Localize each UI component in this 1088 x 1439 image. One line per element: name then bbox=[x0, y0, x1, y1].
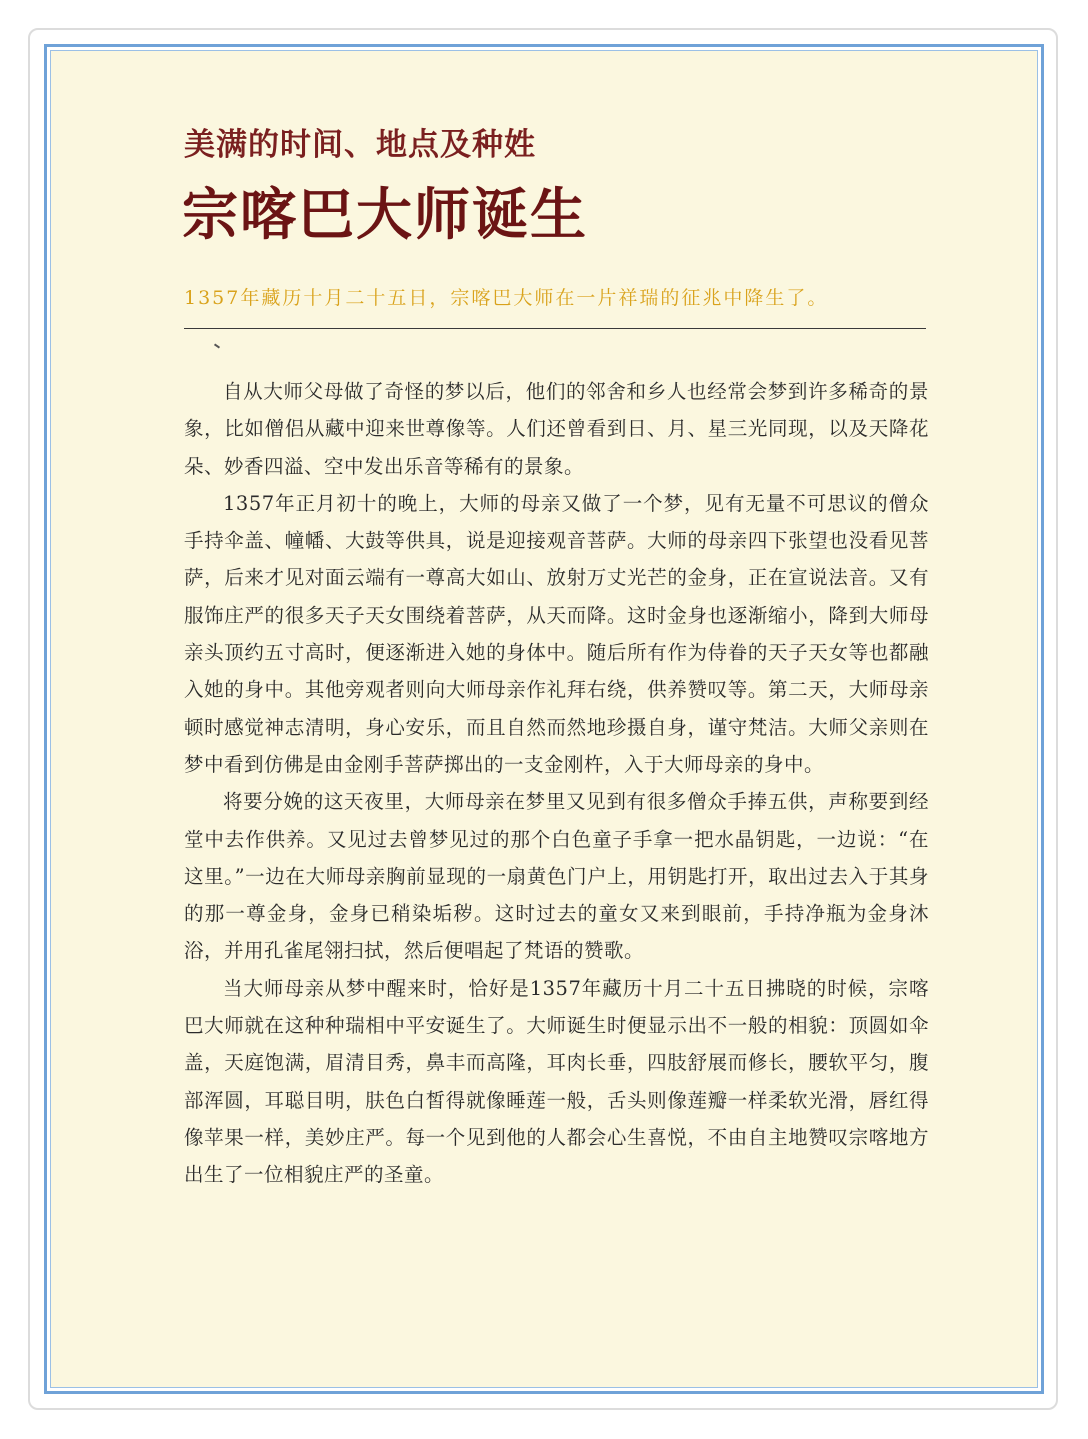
divider-line bbox=[184, 328, 926, 329]
page-title: 宗喀巴大师诞生 bbox=[182, 182, 588, 248]
paragraph: 自从大师父母做了奇怪的梦以后，他们的邻舍和乡人也经常会梦到许多稀奇的景象，比如僧侣从藏中迎来世尊像等。人们还曾看到日、月、星三光同现，以及天降花朵、妙香四溢、空中发出乐音等稀有的景象。 bbox=[184, 380, 929, 478]
page-subtitle: 美满的时间、地点及种姓 bbox=[184, 127, 536, 163]
paragraph: 将要分娩的这天夜里，大师母亲在梦里又见到有很多僧众手捧五供，声称要到经堂中去作供养。又见过去曾梦见过的那个白色童子手拿一把水晶钥匙，一边说：“在这里。”一边在大师母亲胸前显现的一扇黄色门户上，用钥匙打开，取出过去入于其身的那一尊金身，金身已稍染垢秽。这时过去的童女又来到眼前，手持净瓶为金身沐浴，并用孔雀尾翎扫拭，然后便唱起了梵语的赞歌。 bbox=[184, 790, 929, 963]
stray-mark bbox=[214, 343, 220, 348]
paragraph: 1357年正月初十的晚上，大师的母亲又做了一个梦，见有无量不可思议的僧众手持伞盖、幢幡、大鼓等供具，说是迎接观音菩萨。大师的母亲四下张望也没看见菩萨，后来才见对面云端有一尊高大如山、放射万丈光芒的金身，正在宣说法音。又有服饰庄严的很多天子天女围绕着菩萨，从天而降。这时金身也逐渐缩小，降到大师母亲头顶约五寸高时，便逐渐进入她的身体中。随后所有作为侍眷的天子天女等也都融入她的身中。其他旁观者则向大师母亲作礼拜右绕，供养赞叹等。第二天，大师母亲顿时感觉神志清明，身心安乐，而且自然而然地珍摄自身，谨守梵洁。大师父亲则在梦中看到仿佛是由金刚手菩萨掷出的一支金刚杵，入于大师母亲的身中。 bbox=[184, 491, 929, 776]
paragraph: 当大师母亲从梦中醒来时，恰好是1357年藏历十月二十五日拂晓的时候，宗喀巴大师就在这种种瑞相中平安诞生了。大师诞生时便显示出不一般的相貌：顶圆如伞盖，天庭饱满，眉清目秀，鼻丰而高隆，耳肉长垂，四肢舒展而修长，腰软平匀，腹部浑圆，耳聪目明，肤色白皙得就像睡莲一般，舌头则像莲瓣一样柔软光滑，唇红得像苹果一样，美妙庄严。每一个见到他的人都会心生喜悦，不由自主地赞叹宗喀地方出生了一位相貌庄严的圣童。 bbox=[184, 976, 929, 1187]
lead-sentence: 1357年藏历十月二十五日，宗喀巴大师在一片祥瑞的征兆中降生了。 bbox=[184, 287, 829, 309]
article-body bbox=[184, 373, 929, 1194]
page-content bbox=[50, 50, 1038, 1388]
page-frame bbox=[44, 44, 1044, 1394]
